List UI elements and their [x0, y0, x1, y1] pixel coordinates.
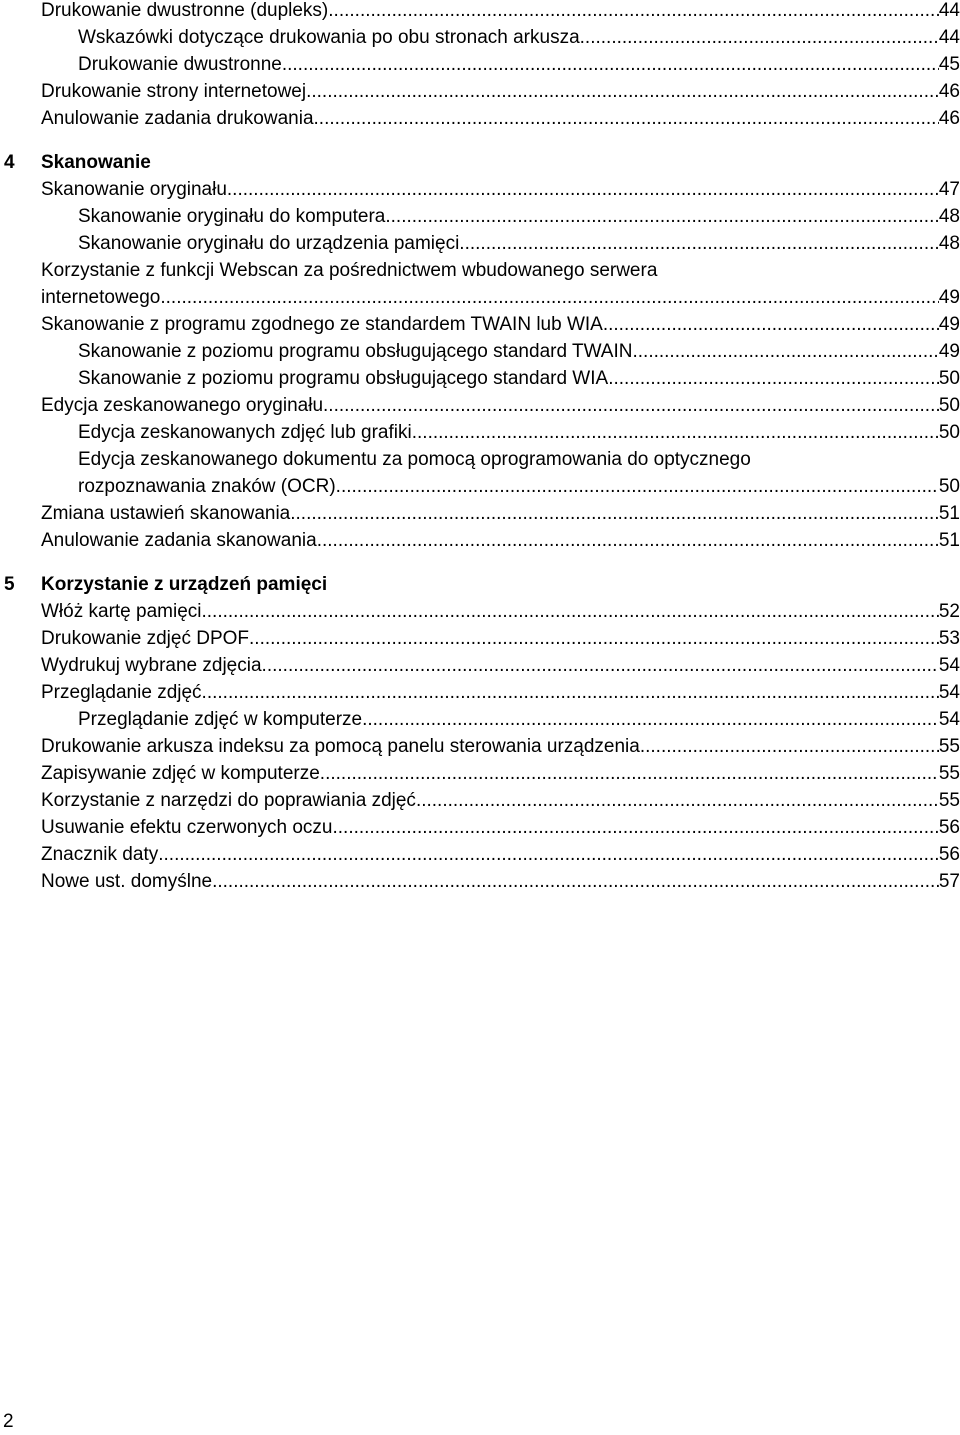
- toc-entry-page: 49: [938, 314, 960, 335]
- toc-entry-title: Znacznik daty: [41, 844, 159, 865]
- dot-leader: [317, 527, 939, 554]
- toc-entry[interactable]: [0, 0, 960, 24]
- toc-entry-page: 52: [938, 601, 960, 622]
- section-gap: [0, 554, 960, 571]
- toc-entry[interactable]: [0, 338, 960, 365]
- toc-entry[interactable]: [0, 652, 960, 679]
- toc-entry[interactable]: [0, 51, 960, 78]
- toc-entry-title: Wydrukuj wybrane zdjęcia: [41, 655, 262, 676]
- dot-leader: [320, 760, 939, 787]
- toc-entry[interactable]: [0, 527, 960, 554]
- toc-entry-title: Drukowanie dwustronne (dupleks): [41, 0, 329, 21]
- toc-entry-title: Przeglądanie zdjęć w komputerze: [78, 709, 363, 730]
- toc-entry-title: Zmiana ustawień skanowania: [41, 503, 291, 524]
- toc-entry-title: Drukowanie strony internetowej: [41, 81, 307, 102]
- toc-entry-page: 45: [938, 54, 960, 75]
- toc-entry-title: Anulowanie zadania skanowania: [41, 530, 317, 551]
- toc-entry-page: 50: [938, 422, 960, 443]
- dot-leader: [306, 78, 939, 105]
- page-number: 2: [3, 1411, 14, 1432]
- toc-entry-page: 55: [938, 790, 960, 811]
- dot-leader: [323, 392, 939, 419]
- toc-section-scanning-2: [0, 311, 960, 446]
- dot-leader: [262, 652, 939, 679]
- chapter-heading-5[interactable]: [0, 571, 960, 598]
- toc-entry[interactable]: [0, 841, 960, 868]
- dot-leader: [640, 733, 939, 760]
- chapter-title: Korzystanie z urządzeń pamięci: [41, 574, 328, 595]
- toc-entry-wrapped[interactable]: [0, 446, 960, 500]
- toc-entry-page: 50: [938, 395, 960, 416]
- toc-entry-title: Skanowanie oryginału: [41, 179, 227, 200]
- dot-leader: [580, 24, 939, 51]
- toc-entry-page: 53: [938, 628, 960, 649]
- toc-entry-page: 55: [938, 736, 960, 757]
- toc-section-scanning-3: [0, 500, 960, 554]
- toc-entry-title: Skanowanie z poziomu programu obsługującego standard WIA: [78, 368, 609, 389]
- dot-leader: [412, 419, 939, 446]
- toc-entry-title: Przeglądanie zdjęć: [41, 682, 202, 703]
- toc-entry[interactable]: [0, 24, 960, 51]
- toc-entry[interactable]: [0, 365, 960, 392]
- toc-entry-title: Włóż kartę pamięci: [41, 601, 202, 622]
- toc-entry-title: Skanowanie oryginału do urządzenia pamięci: [78, 233, 460, 254]
- toc-entry-title-line1: Korzystanie z funkcji Webscan za pośrednictwem wbudowanego serwera: [41, 260, 658, 281]
- toc-entry-title: Wskazówki dotyczące drukowania po obu stronach arkusza: [78, 27, 580, 48]
- toc-entry-page: 54: [938, 682, 960, 703]
- dot-leader: [362, 706, 939, 733]
- toc-entry-title: Skanowanie oryginału do komputera: [78, 206, 386, 227]
- toc-entry[interactable]: [0, 311, 960, 338]
- toc-entry[interactable]: [0, 419, 960, 446]
- toc-entry-page: 50: [938, 368, 960, 389]
- toc-entry-title: Usuwanie efektu czerwonych oczu: [41, 817, 333, 838]
- toc-entry[interactable]: [0, 203, 960, 230]
- chapter-number: 5: [4, 574, 15, 595]
- dot-leader: [160, 284, 938, 311]
- toc-entry[interactable]: [0, 598, 960, 625]
- toc-entry-title: Anulowanie zadania drukowania: [41, 108, 314, 129]
- toc-entry-page: 56: [938, 844, 960, 865]
- dot-leader: [282, 51, 939, 78]
- toc-entry-page: 57: [938, 871, 960, 892]
- toc-entry[interactable]: [0, 78, 960, 105]
- dot-leader: [632, 338, 938, 365]
- toc-entry-title-line1: Edycja zeskanowanego dokumentu za pomocą oprogramowania do optycznego: [78, 449, 751, 470]
- toc-entry-title: Nowe ust. domyślne: [41, 871, 213, 892]
- toc-entry-title: Edycja zeskanowanego oryginału: [41, 395, 324, 416]
- toc-entry-page: 56: [938, 817, 960, 838]
- toc-entry-title-line2: rozpoznawania znaków (OCR): [78, 476, 336, 497]
- toc-entry-title: Skanowanie z poziomu programu obsługującego standard TWAIN: [78, 341, 633, 362]
- dot-leader: [416, 787, 939, 814]
- toc-entry-page: 46: [938, 108, 960, 129]
- toc-entry-page: 55: [938, 763, 960, 784]
- dot-leader: [459, 230, 939, 257]
- toc-entry-title: Edycja zeskanowanych zdjęć lub grafiki: [78, 422, 412, 443]
- toc-entry-title-line2: internetowego: [41, 287, 161, 308]
- toc-section-memory-devices: [0, 598, 960, 895]
- toc-entry[interactable]: [0, 814, 960, 841]
- chapter-number: 4: [4, 152, 15, 173]
- dot-leader: [249, 625, 939, 652]
- toc-entry[interactable]: [0, 625, 960, 652]
- dot-leader: [314, 105, 939, 132]
- dot-leader: [227, 176, 939, 203]
- toc-entry-page: 54: [938, 709, 960, 730]
- section-gap: [0, 132, 960, 149]
- dot-leader: [385, 203, 939, 230]
- toc-entry-wrapped[interactable]: [0, 257, 960, 311]
- dot-leader: [290, 500, 939, 527]
- toc-entry-page: 48: [938, 206, 960, 227]
- toc-entry[interactable]: [0, 733, 960, 760]
- toc-entry-page: 44: [938, 27, 960, 48]
- toc-entry-page: 44: [938, 0, 960, 21]
- dot-leader: [332, 814, 938, 841]
- dot-leader: [328, 0, 939, 24]
- toc-section-scanning: [0, 176, 960, 257]
- toc-section-printing: [0, 0, 960, 132]
- toc-entry[interactable]: [0, 392, 960, 419]
- toc-entry-page: 51: [938, 503, 960, 524]
- toc-entry-page: 49: [938, 341, 960, 362]
- toc-entry[interactable]: [0, 868, 960, 895]
- dot-leader: [336, 473, 939, 500]
- toc-entry[interactable]: [0, 706, 960, 733]
- toc-entry-page: 48: [938, 233, 960, 254]
- toc-entry[interactable]: [0, 679, 960, 706]
- dot-leader: [158, 841, 939, 868]
- toc-entry[interactable]: [0, 787, 960, 814]
- dot-leader: [202, 598, 939, 625]
- toc-entry-title: Skanowanie z programu zgodnego ze standardem TWAIN lub WIA: [41, 314, 603, 335]
- toc-entry-page: 46: [938, 81, 960, 102]
- toc-entry-page: 50: [938, 476, 960, 497]
- toc-entry-page: 47: [938, 179, 960, 200]
- toc-entry-title: Drukowanie dwustronne: [78, 54, 282, 75]
- chapter-heading-4[interactable]: [0, 149, 960, 176]
- toc-entry[interactable]: [0, 105, 960, 132]
- chapter-title: Skanowanie: [41, 152, 151, 173]
- toc-entry-title: Drukowanie arkusza indeksu za pomocą panelu sterowania urządzenia: [41, 736, 640, 757]
- toc-entry[interactable]: [0, 230, 960, 257]
- dot-leader: [608, 365, 939, 392]
- dot-leader: [603, 311, 939, 338]
- dot-leader: [202, 679, 939, 706]
- toc-entry-page: 51: [938, 530, 960, 551]
- toc-entry-page: 54: [938, 655, 960, 676]
- toc-entry[interactable]: [0, 176, 960, 203]
- toc-entry[interactable]: [0, 760, 960, 787]
- toc-entry-title: Drukowanie zdjęć DPOF: [41, 628, 250, 649]
- toc-entry-title: Zapisywanie zdjęć w komputerze: [41, 763, 320, 784]
- toc-entry-title: Korzystanie z narzędzi do poprawiania zdjęć: [41, 790, 416, 811]
- toc-entry[interactable]: [0, 500, 960, 527]
- toc-entry-page: 49: [938, 287, 960, 308]
- dot-leader: [212, 868, 939, 895]
